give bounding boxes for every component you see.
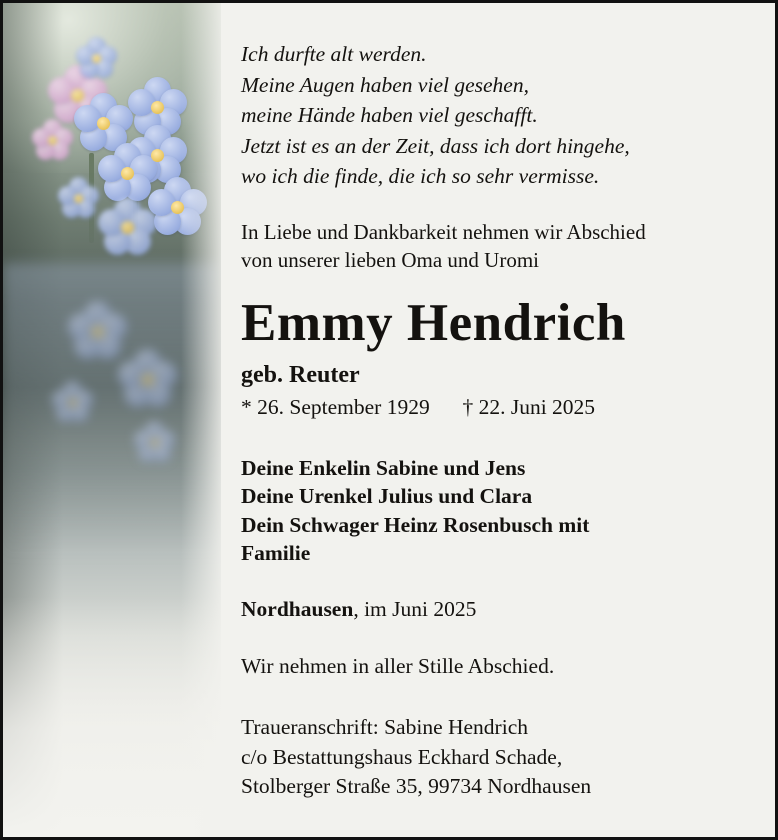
decorative-flower-image [3, 3, 221, 837]
flower-center [74, 194, 83, 203]
flower-center [151, 149, 164, 162]
flower-center [97, 117, 110, 130]
flower-center [91, 325, 104, 338]
poem-line: meine Hände haben viel geschafft. [241, 103, 538, 128]
flower-icon [99, 145, 155, 201]
family-line: Deine Enkelin Sabine und Jens [241, 455, 526, 480]
address-line: c/o Bestattungshaus Eckhard Schade, [241, 744, 563, 769]
flower-center [48, 136, 57, 145]
quiet-funeral-note: Wir nehmen in aller Stille Abschied. [241, 654, 555, 679]
obituary-text [221, 3, 775, 837]
flower-center [150, 438, 159, 447]
flower-icon [33, 121, 71, 159]
flower-center [121, 221, 134, 234]
life-dates [241, 395, 745, 420]
poem-line: Ich durfte alt werden. [241, 42, 427, 66]
place-name: Nordhausen [241, 597, 354, 622]
deceased-name: Emmy Hendrich [241, 294, 626, 353]
maiden-name: geb. Reuter [241, 361, 360, 388]
intro-line: von unserer lieben Oma und Uromi [241, 247, 540, 272]
flower-center [141, 373, 154, 386]
death-date: † 22. Juni 2025 [462, 394, 596, 419]
place-date: , im Juni 2025 [353, 597, 477, 622]
address-line: Stolberger Straße 35, 99734 Nordhausen [241, 773, 592, 798]
family-line: Familie [241, 541, 311, 566]
image-right-fade [181, 3, 221, 837]
flower-center [121, 167, 134, 180]
flower-center [92, 54, 101, 63]
flower-icon [77, 39, 115, 77]
flower-center [171, 201, 184, 214]
flower-icon [99, 199, 155, 255]
birth-date: * 26. September 1929 [241, 394, 430, 419]
poem-line: Meine Augen haben viel gesehen, [241, 72, 529, 97]
flower-reflection-icon [119, 351, 175, 407]
flower-center [151, 101, 164, 114]
poem [241, 39, 745, 192]
intro-text [241, 218, 745, 275]
poem-line: Jetzt ist es an der Zeit, dass ich dort hingehe, [241, 133, 630, 158]
flower-reflection-icon [135, 423, 173, 461]
place-and-date [241, 597, 745, 622]
poem-line: wo ich die finde, die ich so sehr vermisse. [241, 164, 600, 189]
address-line: Traueranschrift: Sabine Hendrich [241, 715, 528, 740]
flower-reflection-icon [69, 303, 125, 359]
flower-reflection-icon [53, 383, 91, 421]
flower-center [68, 398, 77, 407]
mourning-address [241, 713, 745, 801]
intro-line: In Liebe und Dankbarkeit nehmen wir Abschied [241, 219, 646, 244]
family-line: Dein Schwager Heinz Rosenbusch mit [241, 512, 590, 537]
family-line: Deine Urenkel Julius und Clara [241, 484, 533, 509]
family-list [241, 454, 745, 568]
flower-icon [59, 179, 97, 217]
